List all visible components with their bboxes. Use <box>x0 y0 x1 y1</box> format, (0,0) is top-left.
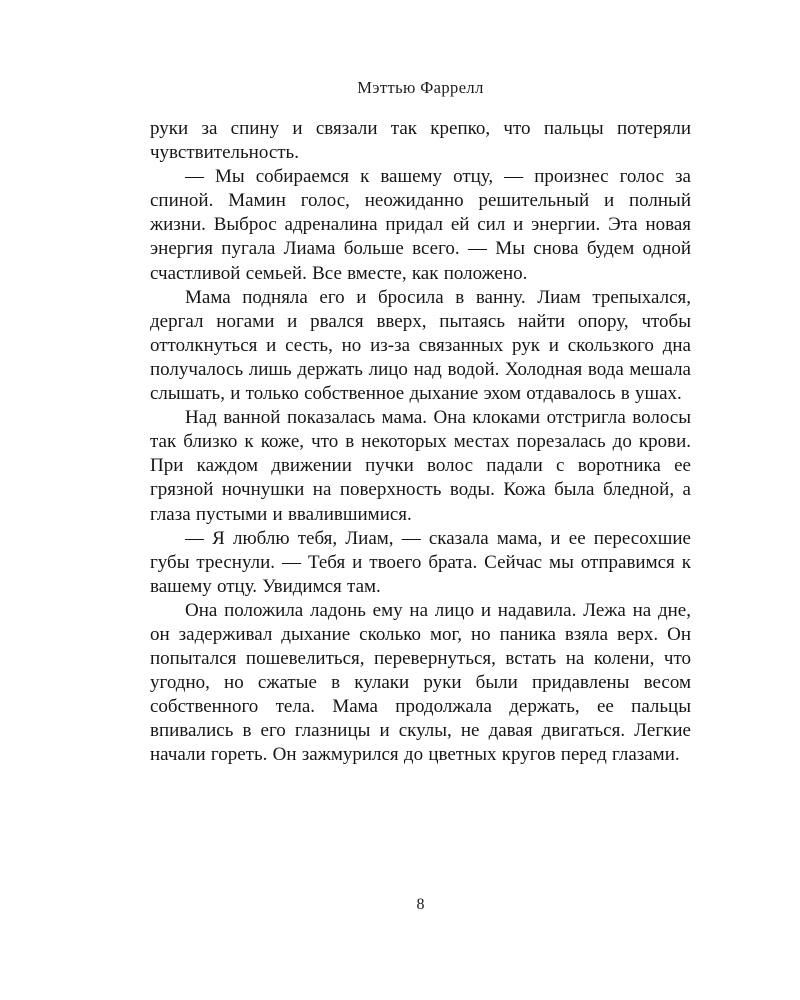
paragraph: руки за спину и связали так крепко, что пальцы потеряли чувствительность. <box>150 118 691 164</box>
paragraph: Мама подняла его и бросила в ванну. Лиам трепыхался, дергал ногами и рвался вверх, пытаясь найти опору, чтобы оттолкнуться и сесть, но из-за связанных рук и скользкого дна получалось лишь держать лицо над водой. Холодная вода мешала слышать, и только собственное дыхание эхом отдавалось в ушах. <box>150 286 691 405</box>
page-number: 8 <box>416 896 425 913</box>
paragraph: Она положила ладонь ему на лицо и надавила. Лежа на дне, он задерживал дыхание сколько мог, но паника взяла верх. Он попытался пошевелиться, перевернуться, встать на колени, что угодно, но сжатые в кулаки руки были придавлены весом собственного тела. Мама продолжала держать, ее пальцы впивались в его глазницы и скулы, не давая двигаться. Легкие начали гореть. Он зажмурился до цветных кругов перед глазами. <box>150 599 691 766</box>
running-header-author: Мэттью Фаррелл <box>357 78 484 97</box>
body-text <box>150 117 691 768</box>
paragraph: Над ванной показалась мама. Она клоками отстригла волосы так близко к коже, что в некоторых местах порезалась до крови. При каждом движении пучки волос падали с воротника ее грязной ночнушки на поверхность воды. Кожа была бледной, а глаза пустыми и ввалившимися. <box>150 407 691 525</box>
paragraph: — Мы собираемся к вашему отцу, — произнес голос за спиной. Мамин голос, неожиданно решительный и полный жизни. Выброс адреналина придал ей сил и энергии. Эта новая энергия пугала Лиама больше всего. — Мы снова будем одной счастливой семьей. Все вместе, как положено. <box>150 166 691 284</box>
paragraph: — Я люблю тебя, Лиам, — сказала мама, и ее пересохшие губы треснули. — Тебя и твоего брата. Сейчас мы отправимся к вашему отцу. Увидимся там. <box>150 527 691 597</box>
